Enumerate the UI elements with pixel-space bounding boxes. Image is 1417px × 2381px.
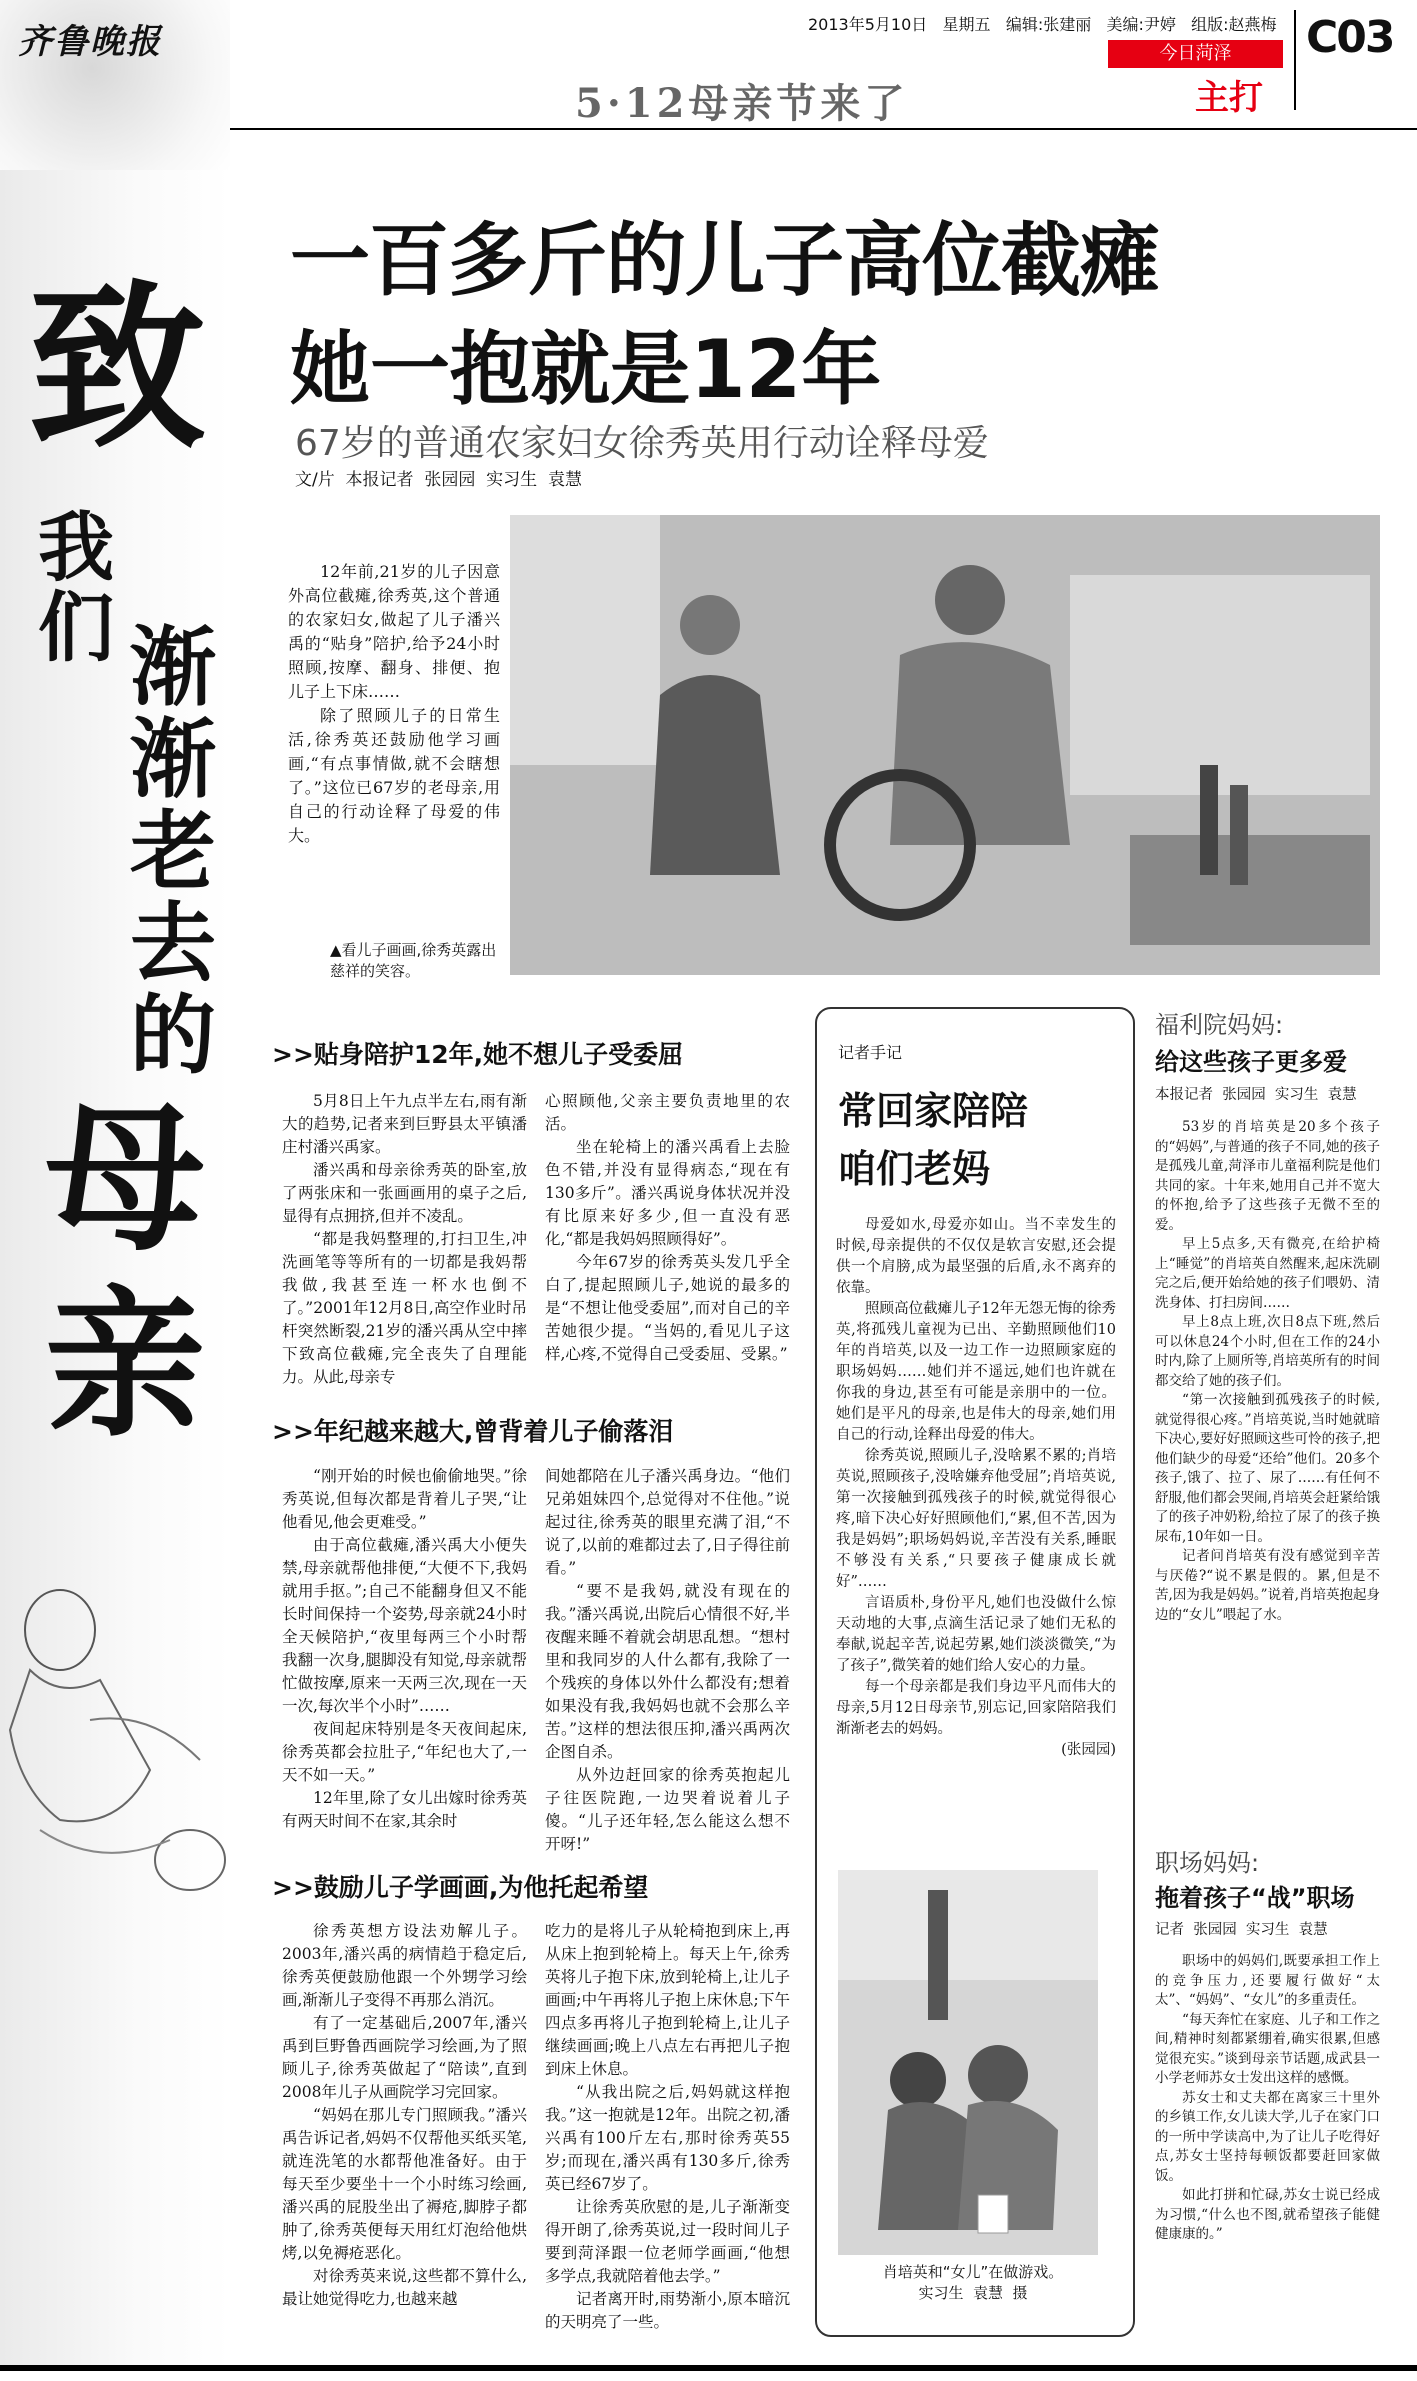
paragraph: 徐秀英说,照顾儿子,没啥累不累的;肖培英说,照顾孩子,没啥嫌弃他受屈”;肖培英说,第一次接触到孤残孩子的时候,就觉得很心疼,暗下决心好好照顾他们,“累,但不苦,因为我是妈妈”;职场妈妈说,辛苦没有关系,睡眠不够没有关系,“只要孩子健康成长就好”…… xyxy=(836,1448,1116,1590)
paragraph: 苏女士和丈夫都在离家三十里外的乡镇工作,女儿读大学,儿子在家门口的一所中学读高中,为了让儿子吃得好点,苏女士坚持每顿饭都要赶回家做饭。 xyxy=(1155,2089,1380,2184)
side-char: 渐 xyxy=(130,618,216,718)
headline-line-1: 一百多斤的儿子高位截瘫 xyxy=(290,214,1159,307)
paragraph: “从我出院之后,妈妈就这样抱我。”这一抱就是12年。出院之初,潘兴禹有100斤左右,那时徐秀英55岁;而现在,潘兴禹有130多斤,徐秀英已经67岁了。 xyxy=(545,2083,790,2193)
paragraph: 间她都陪在儿子潘兴禹身边。“他们兄弟姐妹四个,总觉得对不住他。”说起过往,徐秀英的眼里充满了泪,“不说了,以前的难都过去了,日子得往前看。” xyxy=(545,1467,790,1577)
issue-layout-editor: 组版:赵燕梅 xyxy=(1191,15,1277,34)
side-char: 的 xyxy=(130,986,216,1086)
paragraph: 母爱如水,母爱亦如山。当不幸发生的时候,母亲提供的不仅仅是软言安慰,还会提供一个肩膀,成为最坚强的后盾,永不离弃的依靠。 xyxy=(836,1217,1116,1296)
section-heading: >>鼓励儿子学画画,为他托起希望 xyxy=(272,1873,649,1902)
paragraph: “刚开始的时候也偷偷地哭。”徐秀英说,但每次都是背着儿子哭,“让他看见,他会更难受。” xyxy=(282,1467,527,1531)
right-s1-byline: 本报记者 张园园 实习生 袁慧 xyxy=(1155,1087,1357,1103)
issue-date: 2013年5月10日 xyxy=(808,15,928,34)
paragraph: 潘兴禹和母亲徐秀英的卧室,放了两张床和一张画画用的桌子之后,显得有点拥挤,但并不凌乱。 xyxy=(282,1161,527,1225)
side-column-mother xyxy=(45,1086,225,1470)
issue-weekday: 星期五 xyxy=(942,15,991,34)
main-photo-caption: ▲看儿子画画,徐秀英露出慈祥的笑容。 xyxy=(330,941,497,980)
paragraph: 吃力的是将儿子从轮椅抱到床上,再从床上抱到轮椅上。每天上午,徐秀英将儿子抱下床,放到轮椅上,让儿子画画;中午再将儿子抱上床休息;下午四点多再将儿子抱到轮椅上,让儿子继续画画;晚上八点左右再把儿子抱到床上休息。 xyxy=(545,1922,790,2078)
side-illustration-mother-sewing xyxy=(0,1570,230,1910)
paragraph: “妈妈在那儿专门照顾我。”潘兴禹告诉记者,妈妈不仅帮他买纸买笔,就连洗笔的水都帮他准备好。由于每天至少要坐十一个小时练习绘画,潘兴禹的屁股坐出了褥疮,脚脖子都肿了,徐秀英便每天用红灯泡给他烘烤,以免褥疮恶化。 xyxy=(282,2106,527,2262)
side-char: 我 xyxy=(38,503,114,592)
paragraph: 如此打拼和忙碌,苏女士说已经成为习惯,“什么也不图,就希望孩子能健健康康的。” xyxy=(1155,2187,1380,2242)
right-s2-title: 拖着孩子“战”职场 xyxy=(1155,1884,1355,1912)
bottom-rule xyxy=(0,2365,1417,2371)
paragraph: 照顾高位截瘫儿子12年无怨无悔的徐秀英,将孤残儿童视为已出、辛勤照顾他们10年的肖培英,以及一边工作一边照顾家庭的职场妈妈……她们并不遥远,她们也许就在你我的身边,甚至有可能是亲朋中的一位。她们是平凡的母亲,也是伟大的母亲,她们用自己的行动,诠释出母爱的伟大。 xyxy=(836,1301,1116,1443)
paragraph: “都是我妈整理的,打扫卫生,冲洗画笔等等所有的一切都是我妈帮我做,我甚至连一杯水也倒不了。”2001年12月8日,高空作业时吊杆突然断裂,21岁的潘兴禹从空中摔下致高位截瘫,完全丧失了自理能力。从此,母亲专 xyxy=(282,1230,527,1386)
section-3-col-right xyxy=(545,1920,790,2334)
banner-title: 5·12母亲节来了 xyxy=(575,80,909,127)
paragraph: 对徐秀英来说,这些都不算什么,最让她觉得吃力,也越来越 xyxy=(282,2267,527,2308)
issue-art-editor: 美编:尹婷 xyxy=(1106,15,1176,34)
side-char: 渐 xyxy=(130,710,216,810)
section-heading: >>贴身陪护12年,她不想儿子受委屈 xyxy=(272,1040,684,1069)
paragraph: “第一次接触到孤残孩子的时候,就觉得很心疼。”肖培英说,当时她就暗下决心,要好好照顾这些可怜的孩子,把他们缺少的母爱“还给”他们。20多个孩子,饿了、拉了、尿了……有任何不舒服,他们都会哭闹,肖培英会赶紧给饿了的孩子冲奶粉,给拉了尿了的孩子换尿布,10年如一日。 xyxy=(1155,1392,1380,1545)
right-s1-title: 给这些孩子更多爱 xyxy=(1155,1048,1347,1076)
section-heading: >>年纪越来越大,曾背着儿子偷落泪 xyxy=(272,1417,674,1446)
section-1-col-left xyxy=(282,1090,527,1389)
paragraph: 从外边赶回家的徐秀英抱起儿子往医院跑,一边哭着说着儿子傻。“儿子还年轻,怎么能这么想不开呀!” xyxy=(545,1766,790,1853)
paragraph: 让徐秀英欣慰的是,儿子渐渐变得开朗了,徐秀英说,过一段时间儿子要到菏泽跟一位老师学画画,“他想多学点,我就陪着他去学。” xyxy=(545,2198,790,2285)
notes-photo xyxy=(838,1870,1098,2255)
paragraph: 53岁的肖培英是20多个孩子的“妈妈”,与普通的孩子不同,她的孩子是孤残儿童,菏泽市儿童福利院是他们共同的家。十年来,她用自己并不宽大的怀抱,给予了这些孩子无微不至的爱。 xyxy=(1155,1119,1380,1233)
paragraph: 有了一定基础后,2007年,潘兴禹到巨野鲁西画院学习绘画,为了照顾儿子,徐秀英做起了“陪读”,直到2008年儿子从画院学习完回家。 xyxy=(282,2014,527,2101)
photo-caption-text: 肖培英和“女儿”在做游戏。 xyxy=(882,2263,1064,2281)
paragraph: 坐在轮椅上的潘兴禹看上去脸色不错,并没有显得病态,“现在有130多斤”。潘兴禹说身体状况并没有比原来好多少,但一直没有恶化,“都是我妈妈照顾得好”。 xyxy=(545,1138,790,1248)
masthead-vertical-divider xyxy=(1294,10,1296,110)
lead-paragraph: 12年前,21岁的儿子因意外高位截瘫,徐秀英,这个普通的农家妇女,做起了儿子潘兴禹的“贴身”陪护,给予24小时照顾,按摩、翻身、排便、抱儿子上下床…… xyxy=(288,562,500,701)
newspaper-logo: 齐鲁晚报 xyxy=(18,22,162,62)
section-2-col-right xyxy=(545,1465,790,1856)
paragraph: 5月8日上午九点半左右,雨有渐大的趋势,记者来到巨野县太平镇潘庄村潘兴禹家。 xyxy=(282,1092,527,1156)
side-char: 老 xyxy=(130,802,216,902)
notes-signature: (张园园) xyxy=(1061,1742,1116,1758)
paragraph: 今年67岁的徐秀英头发几乎全白了,提起照顾儿子,她说的最多的是“不想让他受委屈”,而对自己的辛苦她很少提。“当妈的,看见儿子这样,心疼,不觉得自己受委屈、受累。” xyxy=(545,1253,790,1363)
headline-byline: 文/片 本报记者 张园园 实习生 袁慧 xyxy=(295,470,582,490)
main-photo xyxy=(510,515,1380,975)
right-s2-body xyxy=(1155,1952,1380,2245)
paragraph: “每天奔忙在家庭、儿子和工作之间,精神时刻都紧绷着,确实很累,但感觉很充实。”谈到母亲节话题,成武县一小学老师苏女士发出这样的感慨。 xyxy=(1155,2011,1380,2086)
paragraph: 夜间起床特别是冬天夜间起床,徐秀英都会拉肚子,“年纪也大了,一天不如一天。” xyxy=(282,1720,527,1784)
side-char-zhi: 致 xyxy=(28,265,206,472)
side-char: 亲 xyxy=(45,1271,206,1458)
side-char: 去 xyxy=(130,894,216,994)
issue-editor: 编辑:张建丽 xyxy=(1005,15,1092,34)
notes-label: 记者手记 xyxy=(838,1043,903,1062)
headline-subtitle: 67岁的普通农家妇女徐秀英用行动诠释母爱 xyxy=(295,423,989,464)
paragraph: 由于高位截瘫,潘兴禹大小便失禁,母亲就帮他排便,“大便不下,我妈就用手抠。”;自己不能翻身但又不能长时间保持一个姿势,母亲就24小时全天候陪护,“夜里每两三个小时帮我翻一次身,腿脚没有知觉,母亲就帮忙做按摩,原来一天两三次,现在一天一次,每次半个小时”…… xyxy=(282,1536,527,1715)
section-2-col-left xyxy=(282,1465,527,1833)
lead-paragraph: 除了照顾儿子的日常生活,徐秀英还鼓励他学习画画,“有点事情做,就不会瞎想了。”这位已67岁的老母亲,用自己的行动诠释了母爱的伟大。 xyxy=(288,706,500,845)
paragraph: “要不是我妈,就没有现在的我。”潘兴禹说,出院后心情很不好,半夜醒来睡不着就会胡思乱想。“想村里和我同岁的人什么都有,我除了一个残疾的身体以外什么都没有;想着如果没有我,我妈妈也就不会那么辛苦。”这样的想法很压抑,潘兴禹两次企图自杀。 xyxy=(545,1582,790,1761)
section-1-col-right xyxy=(545,1090,790,1366)
side-column-right xyxy=(130,618,220,1086)
paragraph: 言语质朴,身份平凡,她们也没做什么惊天动地的大事,点滴生活记录了她们无私的奉献,说起辛苦,说起劳累,她们淡淡微笑,“为了孩子”,微笑着的她们给人安心的力量。 xyxy=(836,1595,1116,1674)
right-s1-kicker: 福利院妈妈: xyxy=(1155,1011,1284,1039)
paragraph: 记者问肖培英有没有感觉到辛苦与厌倦?“说不累是假的。累,但是不苦,因为我是妈妈。”说着,肖培英抱起身边的“女儿”喂起了水。 xyxy=(1155,1548,1380,1623)
right-s2-kicker: 职场妈妈: xyxy=(1155,1849,1260,1877)
right-s1-body xyxy=(1155,1118,1380,1625)
section-badge: 今日菏泽 xyxy=(1108,40,1283,68)
right-s2-byline: 记者 张园园 实习生 袁慧 xyxy=(1155,1922,1328,1938)
section-3-col-left xyxy=(282,1920,527,2311)
paragraph: 12年里,除了女儿出嫁时徐秀英有两天时间不在家,其余时 xyxy=(282,1789,527,1830)
paragraph: 记者离开时,雨势渐小,原本暗沉的天明亮了一些。 xyxy=(545,2290,790,2331)
paragraph: 早上5点多,天有微亮,在给护椅上“睡觉”的肖培英自然醒来,起床洗刷完之后,便开始给她的孩子们喂奶、清洗身体、打扫房间…… xyxy=(1155,1236,1380,1311)
page-number: C03 xyxy=(1306,12,1394,63)
notes-body xyxy=(836,1215,1116,1761)
paragraph: 徐秀英想方设法劝解儿子。2003年,潘兴禹的病情趋于稳定后,徐秀英便鼓励他跟一个外甥学习绘画,渐渐儿子变得不再那么消沉。 xyxy=(282,1922,527,2009)
paragraph: 职场中的妈妈们,既要承担工作上的竞争压力,还要履行做好“太太”、“妈妈”、“女儿”的多重责任。 xyxy=(1155,1953,1380,2008)
photo-credit: 实习生 袁慧 摄 xyxy=(918,2284,1028,2302)
lead-box xyxy=(288,560,500,848)
headline-line-2: 她一抱就是12年 xyxy=(290,323,882,416)
section-name: 主打 xyxy=(1195,78,1263,118)
masthead-rule xyxy=(230,128,1417,130)
notes-photo-caption xyxy=(838,2262,1108,2304)
side-char: 母 xyxy=(45,1086,206,1273)
notes-title-line-2: 咱们老妈 xyxy=(838,1147,991,1191)
paragraph: 每一个母亲都是我们身边平凡而伟大的母亲,5月12日母亲节,别忘记,回家陪陪我们渐渐老去的妈妈。 xyxy=(836,1679,1116,1737)
side-column-left xyxy=(38,503,118,672)
notes-title-line-1: 常回家陪陪 xyxy=(838,1089,1029,1133)
paragraph: 早上8点上班,次日8点下班,然后可以休息24个小时,但在工作的24小时内,除了上厕所等,肖培英所有的时间都交给了她的孩子们。 xyxy=(1155,1314,1380,1389)
paragraph: 心照顾他,父亲主要负责地里的农活。 xyxy=(545,1092,790,1133)
issue-info xyxy=(808,12,1277,35)
side-char: 们 xyxy=(38,583,114,672)
